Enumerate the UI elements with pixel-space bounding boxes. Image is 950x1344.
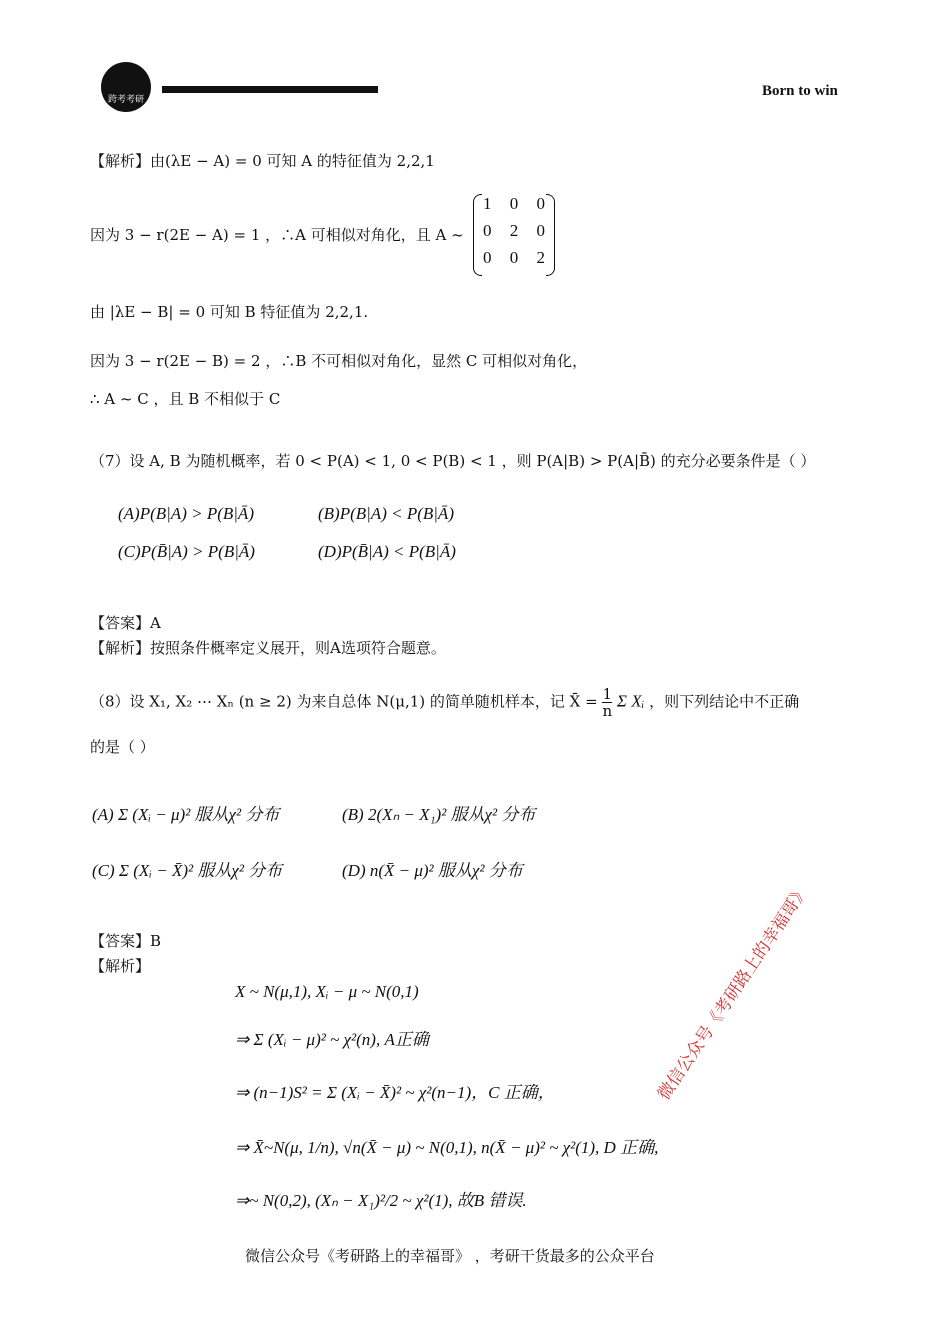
question-8 [90,686,799,719]
logo-text: 跨考考研 [107,95,144,105]
q8-text-a: （8）设 X₁, X₂ ⋯ Xₙ (n ≥ 2) 为来自总体 N(μ,1) 的简单随机样本，记 X̄ = [90,692,603,711]
answer-8: 【答案】B [90,932,162,950]
q8-option-d: (D) n(X̄ − μ)² 服从χ² 分布 [342,861,523,880]
analysis-line-3: 由 |λE − B| = 0 可知 B 特征值为 2,2,1. [90,303,369,321]
q7-option-d: (D)P(B̄|A) < P(B|Ā) [318,542,456,561]
solution-step-4: ⇒ X̄~N(μ, 1/n), √n(X̄ − μ) ~ N(0,1), n(X̄ − μ)² ~ χ²(1), D 正确, [235,1138,659,1157]
question-7: （7）设 A, B 为随机概率，若 0 < P(A) < 1, 0 < P(B) < 1 ，则 P(A|B) > P(A|B̄) 的充分必要条件是（ ） [90,452,816,470]
matrix-cell: 2 [536,248,545,267]
watermark: 微信公众号《考研路上的幸福哥》 [654,881,814,1104]
answer-7: 【答案】A [90,614,161,632]
brand-text: Born to win [762,83,838,99]
q8-sum: Σ Xᵢ [616,691,645,711]
q7-option-c: (C)P(B̄|A) > P(B|Ā) [118,542,255,561]
explanation-8: 【解析】 [90,957,151,975]
analysis-line-2: 因为 3 − r(2E − A) = 1 ，∴A 可相似对角化，且 A ~ [90,226,464,244]
diag-matrix [473,194,555,274]
q8-text-b: ，则下列结论中不正确 [649,692,800,711]
explanation-7: 【解析】按照条件概率定义展开，则A选项符合题意。 [90,639,446,657]
analysis-line-4: 因为 3 − r(2E − B) = 2 ，∴B 不可相似对角化，显然 C 可相似对角化， [90,352,588,370]
logo [101,62,151,112]
matrix-cell: 0 [536,221,545,240]
matrix-cell: 2 [509,221,519,240]
q8-fraction: $\frac{1}{n}$ [602,685,613,720]
analysis-line-5: ∴ A ~ C ，且 B 不相似于 C [90,390,281,408]
q7-option-b: (B)P(B|A) < P(B|Ā) [318,504,454,523]
matrix-cell: 0 [483,221,492,240]
matrix-cell: 0 [536,194,545,213]
q7-option-a: (A)P(B|A) > P(B|Ā) [118,504,254,523]
matrix-cell: 1 [483,194,492,213]
matrix-cell: 0 [509,248,519,267]
footer: 微信公众号《考研路上的幸福哥》 ，考研干货最多的公众平台 [245,1247,655,1265]
solution-step-1: X ~ N(μ,1), Xᵢ − μ ~ N(0,1) [235,982,419,1001]
q8-option-a: (A) Σ (Xᵢ − μ)² 服从χ² 分布 [92,805,280,824]
header-bar [162,86,378,93]
solution-step-5: ⇒~ N(0,2), (Xₙ − X₁)²/2 ~ χ²(1), 故B 错误. [235,1191,527,1210]
question-8-tail: 的是（ ） [90,738,155,756]
analysis-line-1: 【解析】由(λE − A) = 0 可知 A 的特征值为 2,2,1 [90,152,435,170]
matrix-cell: 0 [509,194,519,213]
matrix-cell: 0 [483,248,492,267]
q8-option-b: (B) 2(Xₙ − X₁)² 服从χ² 分布 [342,805,536,824]
solution-step-2: ⇒ Σ (Xᵢ − μ)² ~ χ²(n), A正确 [235,1030,429,1049]
solution-step-3: ⇒ (n−1)S² = Σ (Xᵢ − X̄)² ~ χ²(n−1)，C 正确， [235,1083,555,1102]
q8-option-c: (C) Σ (Xᵢ − X̄)² 服从χ² 分布 [92,861,283,880]
